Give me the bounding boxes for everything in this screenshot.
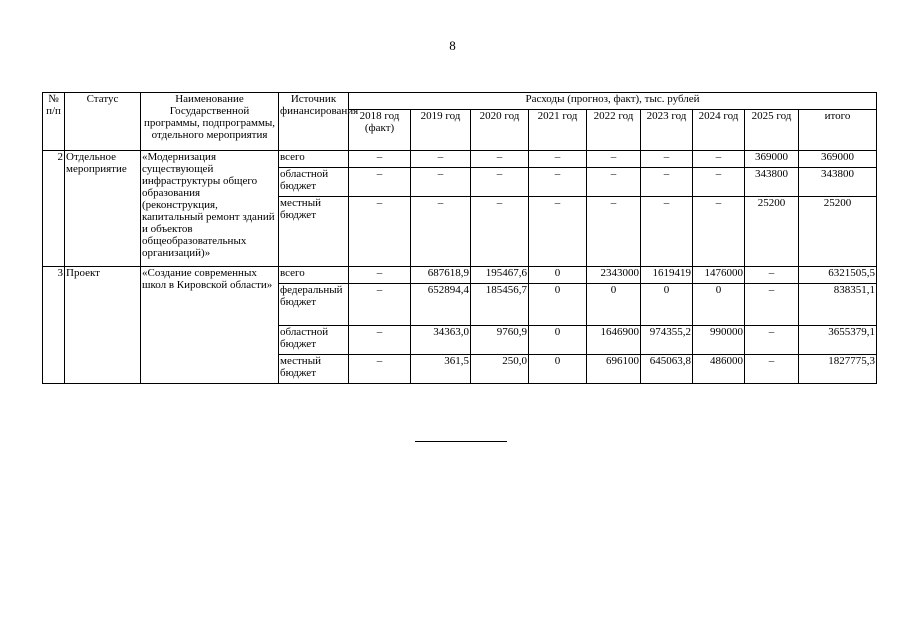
value-cell: 25200 xyxy=(745,197,799,267)
value-cell: 687618,9 xyxy=(411,267,471,284)
value-cell: – xyxy=(349,284,411,326)
value-cell: 369000 xyxy=(745,151,799,168)
total-cell: 6321505,5 xyxy=(799,267,877,284)
total-cell: 25200 xyxy=(799,197,877,267)
value-cell: – xyxy=(349,168,411,197)
source-cell: местный бюджет xyxy=(279,355,349,384)
value-cell: 9760,9 xyxy=(471,326,529,355)
header-num: № п/п xyxy=(43,93,65,151)
value-cell: 645063,8 xyxy=(641,355,693,384)
row-name: «Создание современных школ в Кировской области» xyxy=(141,267,279,384)
value-cell: 0 xyxy=(529,355,587,384)
header-year: 2019 год xyxy=(411,110,471,151)
header-year: 2020 год xyxy=(471,110,529,151)
value-cell: – xyxy=(349,197,411,267)
value-cell: 0 xyxy=(529,267,587,284)
source-cell: всего xyxy=(279,151,349,168)
value-cell: 652894,4 xyxy=(411,284,471,326)
value-cell: – xyxy=(411,197,471,267)
value-cell: – xyxy=(471,151,529,168)
value-cell: – xyxy=(641,151,693,168)
header-year: 2025 год xyxy=(745,110,799,151)
header-year: 2024 год xyxy=(693,110,745,151)
value-cell: – xyxy=(471,197,529,267)
value-cell: 486000 xyxy=(693,355,745,384)
row-number: 2 xyxy=(43,151,65,267)
value-cell: 195467,6 xyxy=(471,267,529,284)
source-cell: федеральный бюджет xyxy=(279,284,349,326)
value-cell: 250,0 xyxy=(471,355,529,384)
table-row xyxy=(43,267,877,284)
value-cell: 343800 xyxy=(745,168,799,197)
value-cell: 34363,0 xyxy=(411,326,471,355)
value-cell: – xyxy=(411,151,471,168)
value-cell: – xyxy=(587,168,641,197)
value-cell: – xyxy=(529,168,587,197)
row-status: Отдельное мероприятие xyxy=(65,151,141,267)
source-cell: всего xyxy=(279,267,349,284)
value-cell: 1619419 xyxy=(641,267,693,284)
total-cell: 369000 xyxy=(799,151,877,168)
value-cell: – xyxy=(349,326,411,355)
value-cell: – xyxy=(587,197,641,267)
value-cell: – xyxy=(349,151,411,168)
value-cell: – xyxy=(641,197,693,267)
value-cell: 974355,2 xyxy=(641,326,693,355)
header-year: 2022 год xyxy=(587,110,641,151)
value-cell: 361,5 xyxy=(411,355,471,384)
value-cell: 1476000 xyxy=(693,267,745,284)
value-cell: 0 xyxy=(587,284,641,326)
value-cell: 2343000 xyxy=(587,267,641,284)
value-cell: – xyxy=(471,168,529,197)
value-cell: 1646900 xyxy=(587,326,641,355)
header-year: 2018 год (факт) xyxy=(349,110,411,151)
value-cell: – xyxy=(641,168,693,197)
value-cell: 185456,7 xyxy=(471,284,529,326)
footer-divider xyxy=(415,441,507,442)
header-expenses: Расходы (прогноз, факт), тыс. рублей xyxy=(349,93,877,110)
value-cell: – xyxy=(745,284,799,326)
row-status: Проект xyxy=(65,267,141,384)
source-cell: областной бюджет xyxy=(279,326,349,355)
value-cell: – xyxy=(349,355,411,384)
value-cell: 696100 xyxy=(587,355,641,384)
value-cell: – xyxy=(693,168,745,197)
value-cell: – xyxy=(411,168,471,197)
header-status: Статус xyxy=(65,93,141,151)
table-row xyxy=(43,151,877,168)
value-cell: – xyxy=(745,267,799,284)
value-cell: – xyxy=(745,326,799,355)
value-cell: 0 xyxy=(641,284,693,326)
header-name: Наименование Государственной программы, подпрограммы, отдельного мероприятия xyxy=(141,93,279,151)
value-cell: – xyxy=(529,197,587,267)
value-cell: – xyxy=(693,151,745,168)
value-cell: – xyxy=(745,355,799,384)
value-cell: – xyxy=(349,267,411,284)
value-cell: – xyxy=(529,151,587,168)
value-cell: 0 xyxy=(693,284,745,326)
total-cell: 838351,1 xyxy=(799,284,877,326)
budget-table xyxy=(42,92,877,384)
value-cell: 0 xyxy=(529,284,587,326)
value-cell: 990000 xyxy=(693,326,745,355)
total-cell: 1827775,3 xyxy=(799,355,877,384)
value-cell: 0 xyxy=(529,326,587,355)
source-cell: местный бюджет xyxy=(279,197,349,267)
page-number: 8 xyxy=(449,38,456,53)
total-cell: 3655379,1 xyxy=(799,326,877,355)
value-cell: – xyxy=(587,151,641,168)
header-year: 2021 год xyxy=(529,110,587,151)
source-cell: областной бюджет xyxy=(279,168,349,197)
row-name: «Модернизация существующей инфраструктуры общего образования (реконструкция, капитальный ремонт зданий и объектов общеобразовательных организаций)» xyxy=(141,151,279,267)
header-source: Источник финансирования xyxy=(279,93,349,151)
total-cell: 343800 xyxy=(799,168,877,197)
header-year: 2023 год xyxy=(641,110,693,151)
value-cell: – xyxy=(693,197,745,267)
header-total: итого xyxy=(799,110,877,151)
row-number: 3 xyxy=(43,267,65,384)
